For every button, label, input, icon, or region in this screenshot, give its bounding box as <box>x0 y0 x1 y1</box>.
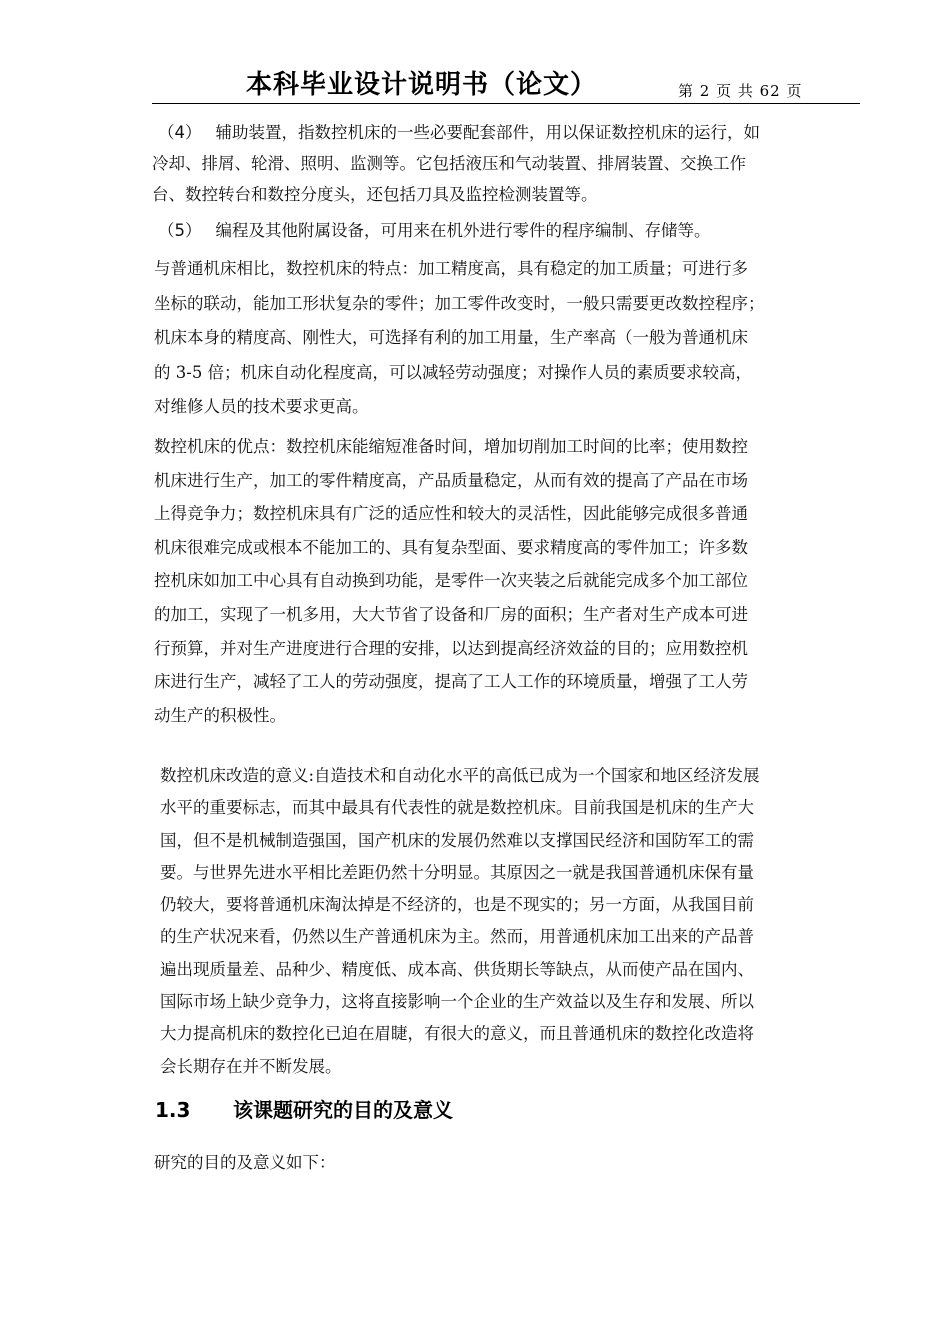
paragraph-line: 机床进行生产，加工的零件精度高，产品质量稳定，从而有效的提高了产品在市场 <box>154 470 748 490</box>
paragraph-line: 数控机床改造的意义:自造技术和自动化水平的高低已成为一个国家和地区经济发展 <box>160 766 760 785</box>
list-item-4 <box>158 118 760 148</box>
paragraph-line: 大力提高机床的数控化已迫在眉睫，有很大的意义，而且普通机床的数控化改造将 <box>160 1024 754 1044</box>
section-title: 该课题研究的目的及意义 <box>233 1098 453 1122</box>
paragraph-line: 冷却、排屑、轮滑、照明、监测等。它包括液压和气动装置、排屑装置、交换工作 <box>152 154 746 173</box>
paragraph-line: 机床很难完成或根本不能加工的、具有复杂型面、要求精度高的零件加工；许多数 <box>154 537 748 557</box>
advantages-paragraph <box>154 430 748 732</box>
paragraph-line: 对维修人员的技术要求更高。 <box>154 397 369 416</box>
purpose-intro <box>154 1148 336 1178</box>
features-paragraph <box>154 252 765 425</box>
paragraph-line: 控机床如加工中心具有自动换到功能，是零件一次夹装之后就能完成多个加工部位 <box>154 571 748 591</box>
paragraph-line: 水平的重要标志，而其中最具有代表性的就是数控机床。目前我国是机床的生产大 <box>160 798 754 818</box>
paragraph-line: 上得竞争力；数控机床具有广泛的适应性和较大的灵活性，因此能够完成很多普通 <box>154 504 748 524</box>
paragraph-line: 研究的目的及意义如下： <box>154 1153 336 1172</box>
document-header-title: 本科毕业设计说明书（论文） <box>246 70 598 100</box>
significance-paragraph <box>160 760 760 1083</box>
paragraph-line: 的加工，实现了一机多用，大大节省了设备和厂房的面积；生产者对生产成本可进 <box>154 604 748 624</box>
list-item-number: （5） <box>158 221 202 240</box>
paragraph-line: 国际市场上缺少竞争力，这将直接影响一个企业的生产效益以及生存和发展、所以 <box>160 992 754 1012</box>
page-number-info: 第 2 页 共 62 页 <box>678 82 803 100</box>
paragraph-line: 国，但不是机械制造强国，国产机床的发展仍然难以支撑国民经济和国防军工的需 <box>160 830 754 850</box>
section-number: 1.3 <box>155 1098 191 1122</box>
paragraph-line: 与普通机床相比，数控机床的特点：加工精度高，具有稳定的加工质量；可进行多 <box>154 259 748 278</box>
paragraph-line: 仍较大，要将普通机床淘汰掉是不经济的，也是不现实的；另一方面，从我国目前 <box>160 895 754 915</box>
paragraph-line: 动生产的积极性。 <box>154 705 286 725</box>
section-heading <box>155 1094 453 1123</box>
paragraph-line: 机床本身的精度高、刚性大，可选择有利的加工用量，生产率高（一般为普通机床 <box>154 328 748 347</box>
paragraph-line: 要。与世界先进水平相比差距仍然十分明显。其原因之一就是我国普通机床保有量 <box>160 862 754 882</box>
list-item-5 <box>158 216 711 246</box>
paragraph-line: 行预算，并对生产进度进行合理的安排，以达到提高经济效益的目的；应用数控机 <box>154 638 748 658</box>
header-divider <box>152 103 860 104</box>
paragraph-line: 数控机床的优点：数控机床能缩短准备时间，增加切削加工时间的比率；使用数控 <box>154 437 748 456</box>
paragraph-line: 床进行生产，减轻了工人的劳动强度，提高了工人工作的环境质量，增强了工人劳 <box>154 672 748 692</box>
paragraph-line: 台、数控转台和数控分度头，还包括刀具及监控检测装置等。 <box>152 185 598 204</box>
paragraph-line: 编程及其他附属设备，可用来在机外进行零件的程序编制、存储等。 <box>215 221 711 240</box>
paragraph-line: 的生产状况来看，仍然以生产普通机床为主。然而，用普通机床加工出来的产品普 <box>160 927 754 947</box>
paragraph-line: 会长期存在并不断发展。 <box>160 1056 342 1076</box>
paragraph-line: 辅助装置，指数控机床的一些必要配套部件，用以保证数控机床的运行，如 <box>215 123 760 142</box>
list-item-number: （4） <box>158 123 202 142</box>
paragraph-line: 坐标的联动，能加工形状复杂的零件；加工零件改变时，一般只需要更改数控程序； <box>154 293 765 313</box>
list-item-4-continuation <box>152 148 746 210</box>
paragraph-line: 的 3-5 倍；机床自动化程度高，可以减轻劳动强度；对操作人员的素质要求较高， <box>154 362 753 382</box>
paragraph-line: 遍出现质量差、品种少、精度低、成本高、供货期长等缺点，从而使产品在国内、 <box>160 959 754 979</box>
